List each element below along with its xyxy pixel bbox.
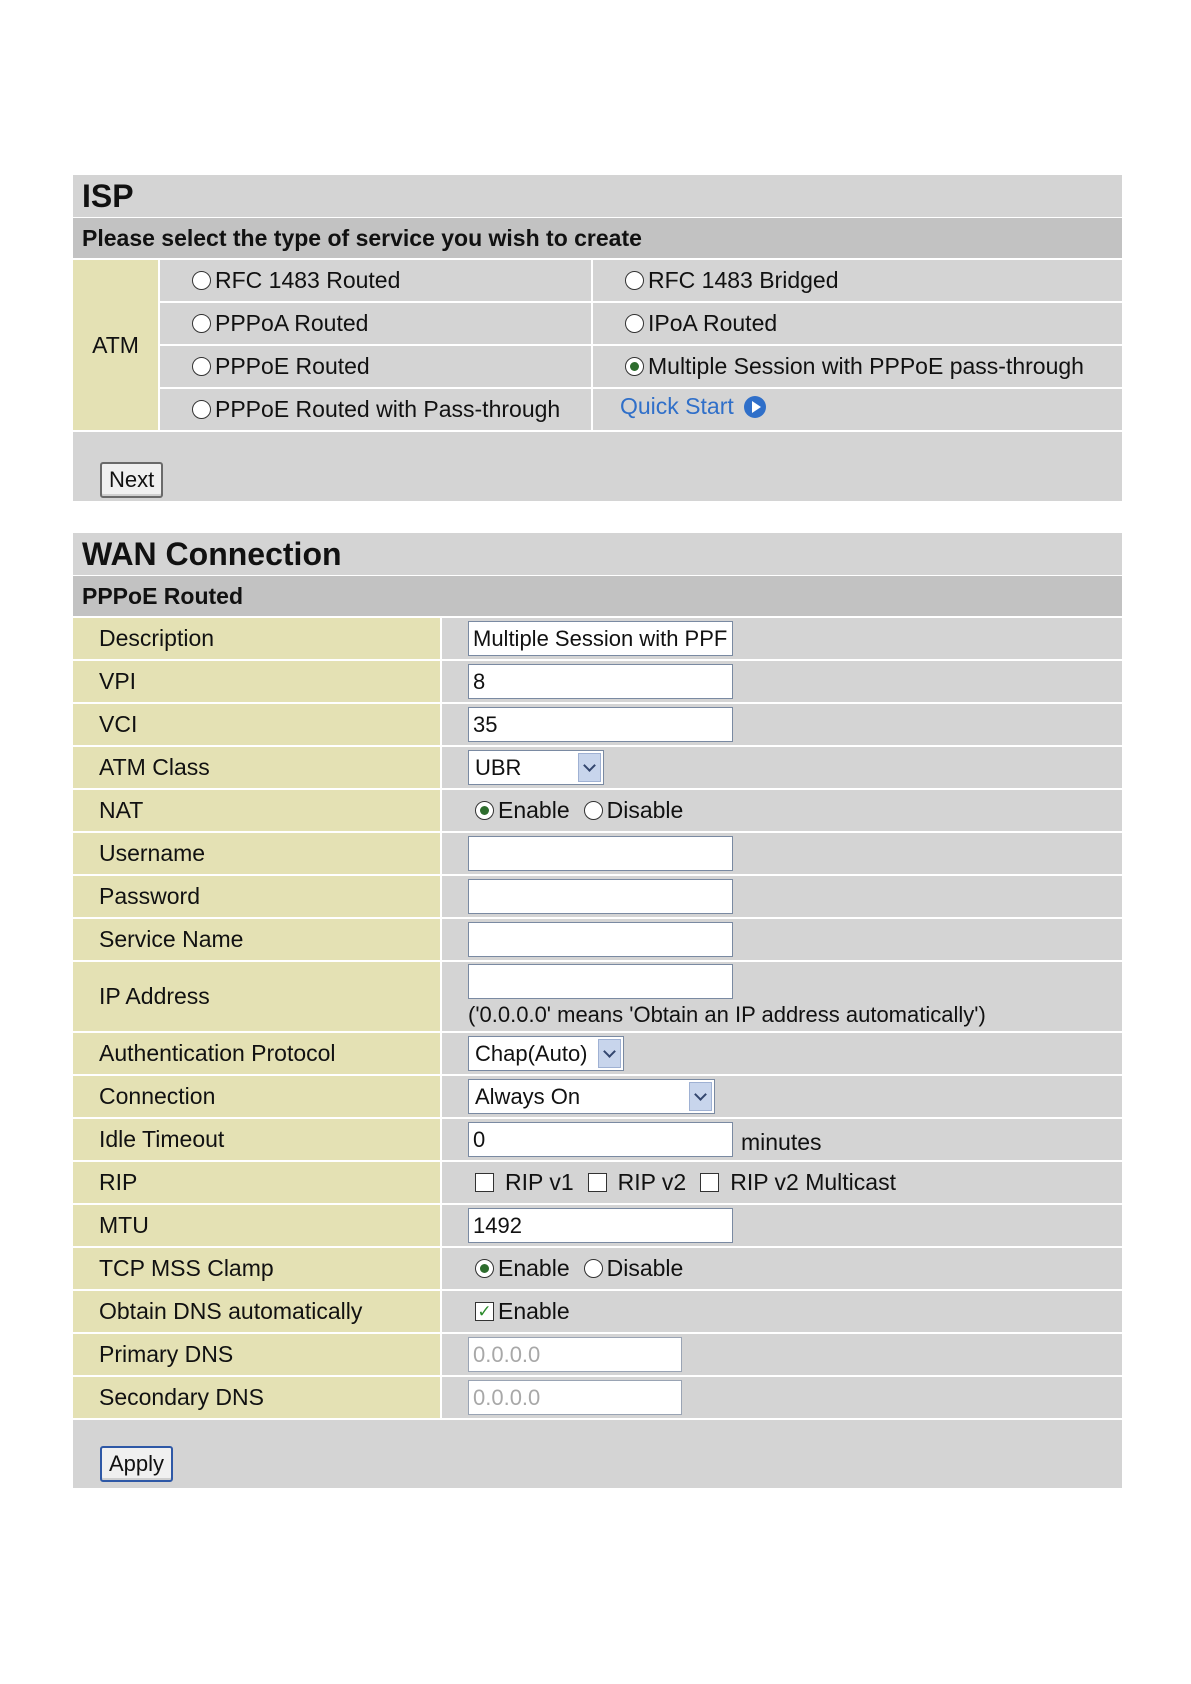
- service-name-label: Service Name: [73, 919, 442, 960]
- idle-timeout-label: Idle Timeout: [73, 1119, 442, 1160]
- atm-class-label: ATM Class: [73, 747, 442, 788]
- idle-timeout-unit: minutes: [741, 1129, 822, 1155]
- radio-selected-icon[interactable]: [475, 1259, 494, 1278]
- checkbox-checked-icon[interactable]: [475, 1302, 494, 1321]
- radio-icon[interactable]: [192, 314, 211, 333]
- isp-row: [160, 346, 1122, 389]
- wan-panel: [73, 533, 1122, 1488]
- row-username: [73, 833, 1122, 876]
- option-label: PPPoA Routed: [215, 310, 369, 336]
- isp-row: [160, 389, 1122, 432]
- row-atm-class: [73, 747, 1122, 790]
- nat-disable-option[interactable]: [584, 797, 684, 824]
- chevron-down-icon[interactable]: [578, 753, 601, 782]
- nat-label: NAT: [73, 790, 442, 831]
- row-auth-protocol: [73, 1033, 1122, 1076]
- row-connection: [73, 1076, 1122, 1119]
- nat-disable-label: Disable: [606, 797, 684, 823]
- isp-panel: [73, 175, 1122, 501]
- connection-select[interactable]: [468, 1079, 715, 1114]
- option-pppoe-routed[interactable]: [160, 346, 593, 387]
- vpi-label: VPI: [73, 661, 442, 702]
- row-ip-address: [73, 962, 1122, 1033]
- mtu-label: MTU: [73, 1205, 442, 1246]
- option-pppoe-routed-passthrough[interactable]: [160, 389, 593, 430]
- wan-subtitle: PPPoE Routed: [73, 576, 1122, 618]
- secondary-dns-input: [468, 1380, 682, 1415]
- isp-service-grid: [73, 260, 1122, 432]
- isp-row: [160, 260, 1122, 303]
- description-label: Description: [73, 618, 442, 659]
- rip-v2-option[interactable]: [588, 1169, 687, 1196]
- next-button[interactable]: Next: [100, 462, 163, 498]
- radio-icon[interactable]: [192, 271, 211, 290]
- row-primary-dns: [73, 1334, 1122, 1377]
- nat-enable-label: Enable: [498, 797, 570, 823]
- quick-start-cell: [593, 389, 1122, 430]
- checkbox-icon[interactable]: [588, 1173, 607, 1192]
- vpi-input[interactable]: [468, 664, 733, 699]
- obtain-dns-enable-option[interactable]: [475, 1298, 570, 1325]
- rip-label: RIP: [73, 1162, 442, 1203]
- option-ipoa-routed[interactable]: [593, 303, 1122, 344]
- radio-icon[interactable]: [584, 801, 603, 820]
- obtain-dns-enable-label: Enable: [498, 1298, 570, 1324]
- vci-label: VCI: [73, 704, 442, 745]
- username-label: Username: [73, 833, 442, 874]
- atm-class-select[interactable]: [468, 750, 604, 785]
- radio-icon[interactable]: [192, 400, 211, 419]
- tcp-mss-disable-option[interactable]: [584, 1255, 684, 1282]
- tcp-mss-enable-label: Enable: [498, 1255, 570, 1281]
- row-description: [73, 618, 1122, 661]
- rip-v2-label: RIP v2: [617, 1169, 687, 1195]
- quick-start-link[interactable]: [620, 393, 766, 420]
- mtu-input[interactable]: [468, 1208, 733, 1243]
- atm-group-label: ATM: [73, 260, 160, 432]
- auth-protocol-label: Authentication Protocol: [73, 1033, 442, 1074]
- option-rfc1483-routed[interactable]: [160, 260, 593, 301]
- tcp-mss-label: TCP MSS Clamp: [73, 1248, 442, 1289]
- password-input[interactable]: [468, 879, 733, 914]
- connection-label: Connection: [73, 1076, 442, 1117]
- option-label: RFC 1483 Routed: [215, 267, 401, 293]
- row-nat: [73, 790, 1122, 833]
- secondary-dns-label: Secondary DNS: [73, 1377, 442, 1418]
- row-tcp-mss-clamp: [73, 1248, 1122, 1291]
- option-label: RFC 1483 Bridged: [648, 267, 839, 293]
- tcp-mss-enable-option[interactable]: [475, 1255, 570, 1282]
- ip-address-help: ('0.0.0.0' means 'Obtain an IP address automatically'): [468, 1002, 986, 1027]
- auth-protocol-select[interactable]: [468, 1036, 624, 1071]
- rip-v2-multicast-label: RIP v2 Multicast: [730, 1169, 896, 1195]
- row-secondary-dns: [73, 1377, 1122, 1420]
- wan-title: WAN Connection: [73, 533, 1122, 576]
- idle-timeout-input[interactable]: [468, 1122, 733, 1157]
- primary-dns-input: [468, 1337, 682, 1372]
- row-vci: [73, 704, 1122, 747]
- chevron-down-icon[interactable]: [598, 1039, 621, 1068]
- connection-value: Always On: [475, 1083, 581, 1109]
- radio-selected-icon[interactable]: [475, 801, 494, 820]
- description-input[interactable]: [468, 621, 733, 656]
- ip-address-input[interactable]: [468, 964, 733, 999]
- checkbox-icon[interactable]: [700, 1173, 719, 1192]
- rip-v1-label: RIP v1: [505, 1169, 574, 1195]
- checkbox-icon[interactable]: [475, 1173, 494, 1192]
- play-circle-icon[interactable]: [744, 396, 766, 418]
- quick-start-label: Quick Start: [620, 393, 734, 419]
- option-label: Multiple Session with PPPoE pass-through: [648, 353, 1084, 379]
- service-name-input[interactable]: [468, 922, 733, 957]
- row-rip: [73, 1162, 1122, 1205]
- primary-dns-label: Primary DNS: [73, 1334, 442, 1375]
- vci-input[interactable]: [468, 707, 733, 742]
- isp-subtitle: Please select the type of service you wish to create: [73, 218, 1122, 260]
- option-label: IPoA Routed: [648, 310, 778, 336]
- isp-row: [160, 303, 1122, 346]
- option-multi-session-pppoe[interactable]: [593, 346, 1122, 387]
- row-idle-timeout: [73, 1119, 1122, 1162]
- isp-title: ISP: [73, 175, 1122, 218]
- auth-protocol-value: Chap(Auto): [475, 1040, 588, 1066]
- row-password: [73, 876, 1122, 919]
- option-rfc1483-bridged[interactable]: [593, 260, 1122, 301]
- ip-address-label: IP Address: [73, 962, 442, 1031]
- option-pppoa-routed[interactable]: [160, 303, 593, 344]
- radio-icon[interactable]: [584, 1259, 603, 1278]
- apply-button[interactable]: Apply: [100, 1446, 173, 1482]
- atm-class-value: UBR: [475, 754, 522, 780]
- rip-v1-option[interactable]: [475, 1169, 574, 1196]
- username-input[interactable]: [468, 836, 733, 871]
- tcp-mss-disable-label: Disable: [606, 1255, 684, 1281]
- obtain-dns-label: Obtain DNS automatically: [73, 1291, 442, 1332]
- password-label: Password: [73, 876, 442, 917]
- radio-icon[interactable]: [192, 357, 211, 376]
- option-label: PPPoE Routed: [215, 353, 370, 379]
- chevron-down-icon[interactable]: [689, 1082, 712, 1111]
- nat-enable-option[interactable]: [475, 797, 570, 824]
- radio-selected-icon[interactable]: [625, 357, 644, 376]
- radio-icon[interactable]: [625, 271, 644, 290]
- row-obtain-dns: [73, 1291, 1122, 1334]
- row-service-name: [73, 919, 1122, 962]
- option-label: PPPoE Routed with Pass-through: [215, 396, 561, 422]
- radio-icon[interactable]: [625, 314, 644, 333]
- row-mtu: [73, 1205, 1122, 1248]
- rip-v2-multicast-option[interactable]: [700, 1169, 896, 1196]
- row-vpi: [73, 661, 1122, 704]
